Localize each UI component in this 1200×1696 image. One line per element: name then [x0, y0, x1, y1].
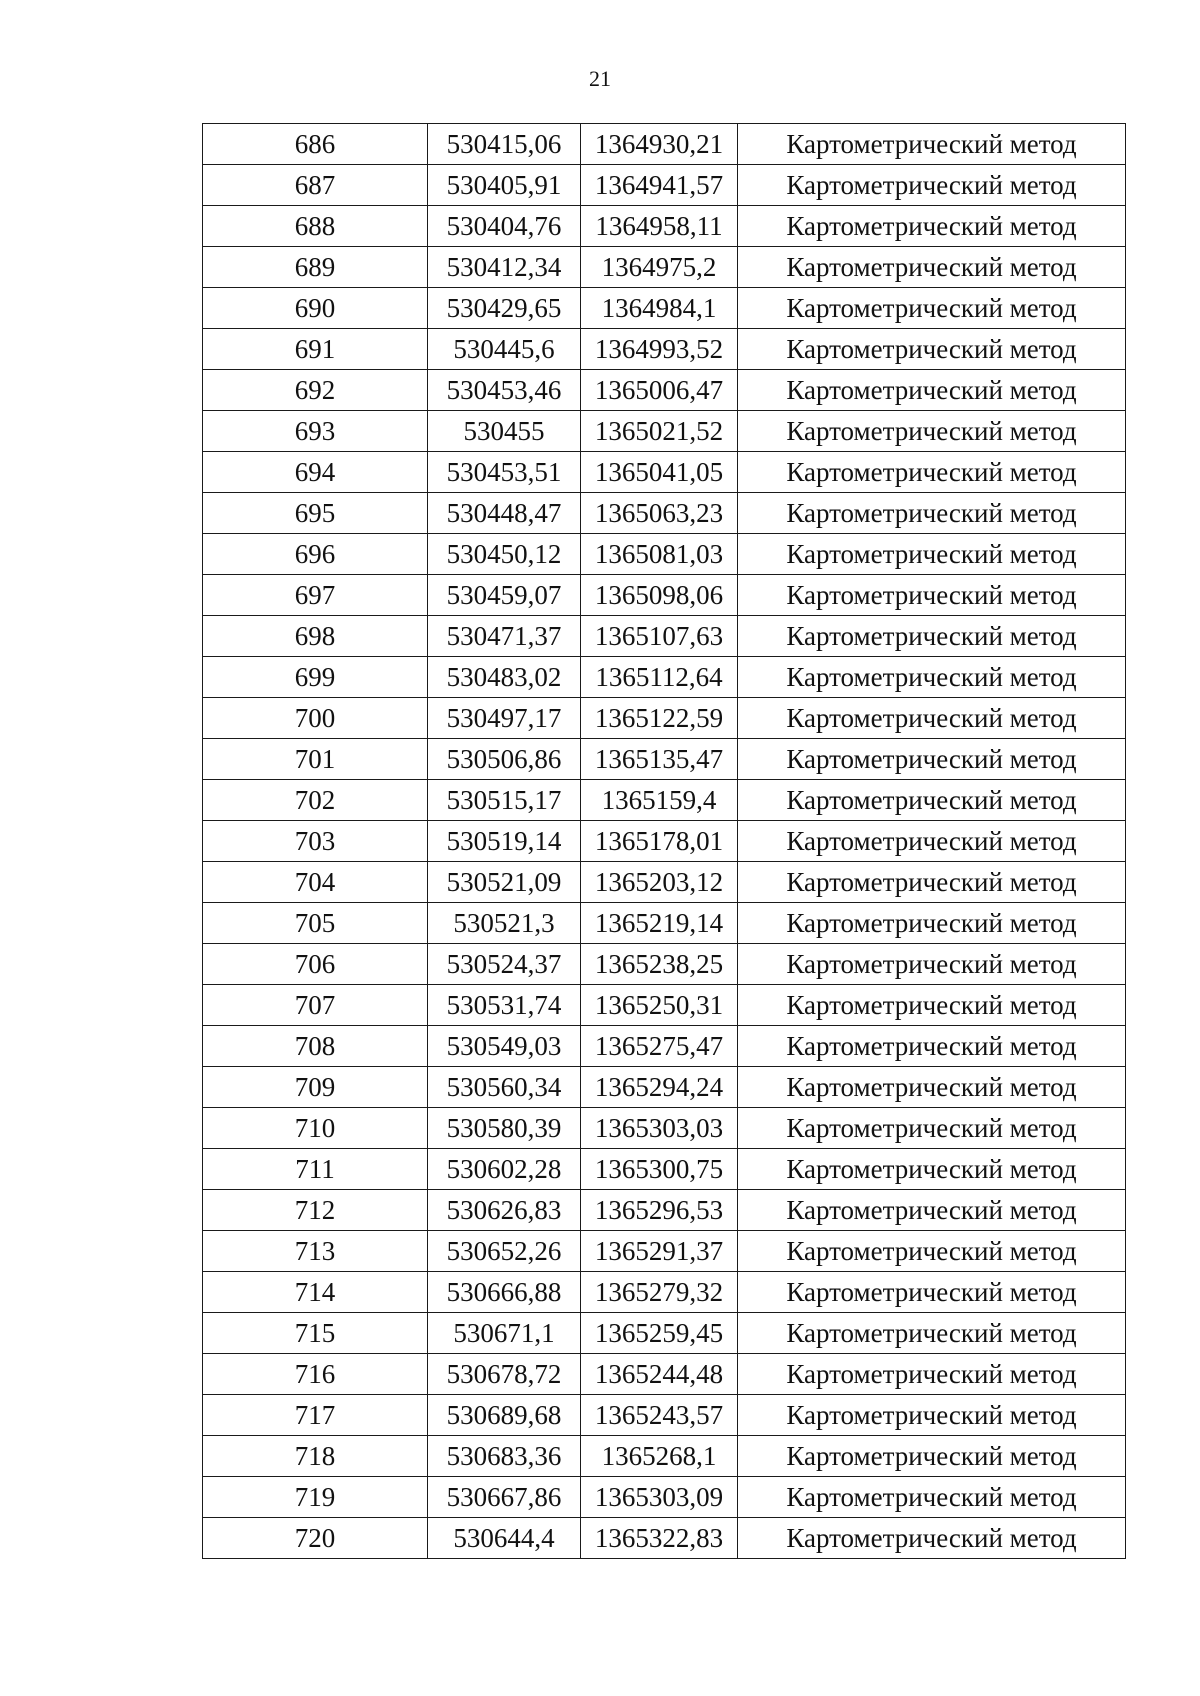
x-coordinate-cell: 530667,86 — [428, 1477, 581, 1518]
method-cell: Картометрический метод — [738, 1436, 1126, 1477]
table-row — [203, 534, 1126, 575]
x-coordinate-cell: 530450,12 — [428, 534, 581, 575]
table-row — [203, 985, 1126, 1026]
method-cell: Картометрический метод — [738, 1518, 1126, 1559]
y-coordinate-cell: 1365279,32 — [581, 1272, 738, 1313]
method-cell: Картометрический метод — [738, 247, 1126, 288]
point-number-cell: 702 — [203, 780, 428, 821]
point-number-cell: 706 — [203, 944, 428, 985]
method-cell: Картометрический метод — [738, 493, 1126, 534]
method-cell: Картометрический метод — [738, 452, 1126, 493]
point-number-cell: 701 — [203, 739, 428, 780]
table-row — [203, 1231, 1126, 1272]
method-cell: Картометрический метод — [738, 1067, 1126, 1108]
y-coordinate-cell: 1365159,4 — [581, 780, 738, 821]
x-coordinate-cell: 530483,02 — [428, 657, 581, 698]
x-coordinate-cell: 530644,4 — [428, 1518, 581, 1559]
x-coordinate-cell: 530519,14 — [428, 821, 581, 862]
table-row — [203, 1518, 1126, 1559]
point-number-cell: 695 — [203, 493, 428, 534]
point-number-cell: 720 — [203, 1518, 428, 1559]
table-row — [203, 1108, 1126, 1149]
x-coordinate-cell: 530429,65 — [428, 288, 581, 329]
method-cell: Картометрический метод — [738, 1272, 1126, 1313]
y-coordinate-cell: 1365135,47 — [581, 739, 738, 780]
table-row — [203, 616, 1126, 657]
point-number-cell: 705 — [203, 903, 428, 944]
method-cell: Картометрический метод — [738, 1395, 1126, 1436]
x-coordinate-cell: 530602,28 — [428, 1149, 581, 1190]
table-row — [203, 493, 1126, 534]
method-cell: Картометрический метод — [738, 903, 1126, 944]
point-number-cell: 690 — [203, 288, 428, 329]
y-coordinate-cell: 1365081,03 — [581, 534, 738, 575]
method-cell: Картометрический метод — [738, 657, 1126, 698]
table-row — [203, 657, 1126, 698]
table-row — [203, 575, 1126, 616]
x-coordinate-cell: 530580,39 — [428, 1108, 581, 1149]
y-coordinate-cell: 1365291,37 — [581, 1231, 738, 1272]
method-cell: Картометрический метод — [738, 1313, 1126, 1354]
method-cell: Картометрический метод — [738, 944, 1126, 985]
point-number-cell: 704 — [203, 862, 428, 903]
x-coordinate-cell: 530521,3 — [428, 903, 581, 944]
y-coordinate-cell: 1365244,48 — [581, 1354, 738, 1395]
point-number-cell: 686 — [203, 124, 428, 165]
table-row — [203, 329, 1126, 370]
point-number-cell: 699 — [203, 657, 428, 698]
x-coordinate-cell: 530652,26 — [428, 1231, 581, 1272]
y-coordinate-cell: 1364984,1 — [581, 288, 738, 329]
method-cell: Картометрический метод — [738, 411, 1126, 452]
method-cell: Картометрический метод — [738, 985, 1126, 1026]
y-coordinate-cell: 1365300,75 — [581, 1149, 738, 1190]
method-cell: Картометрический метод — [738, 698, 1126, 739]
x-coordinate-cell: 530412,34 — [428, 247, 581, 288]
point-number-cell: 691 — [203, 329, 428, 370]
y-coordinate-cell: 1364975,2 — [581, 247, 738, 288]
table-row — [203, 452, 1126, 493]
x-coordinate-cell: 530471,37 — [428, 616, 581, 657]
y-coordinate-cell: 1365296,53 — [581, 1190, 738, 1231]
table-row — [203, 903, 1126, 944]
table-row — [203, 288, 1126, 329]
point-number-cell: 718 — [203, 1436, 428, 1477]
method-cell: Картометрический метод — [738, 1354, 1126, 1395]
x-coordinate-cell: 530459,07 — [428, 575, 581, 616]
x-coordinate-cell: 530415,06 — [428, 124, 581, 165]
x-coordinate-cell: 530453,46 — [428, 370, 581, 411]
method-cell: Картометрический метод — [738, 1026, 1126, 1067]
table-row — [203, 698, 1126, 739]
point-number-cell: 719 — [203, 1477, 428, 1518]
method-cell: Картометрический метод — [738, 534, 1126, 575]
point-number-cell: 708 — [203, 1026, 428, 1067]
table-row — [203, 124, 1126, 165]
method-cell: Картометрический метод — [738, 1477, 1126, 1518]
y-coordinate-cell: 1365268,1 — [581, 1436, 738, 1477]
y-coordinate-cell: 1365322,83 — [581, 1518, 738, 1559]
x-coordinate-cell: 530689,68 — [428, 1395, 581, 1436]
y-coordinate-cell: 1365275,47 — [581, 1026, 738, 1067]
point-number-cell: 696 — [203, 534, 428, 575]
x-coordinate-cell: 530404,76 — [428, 206, 581, 247]
table-row — [203, 944, 1126, 985]
x-coordinate-cell: 530521,09 — [428, 862, 581, 903]
table-row — [203, 411, 1126, 452]
method-cell: Картометрический метод — [738, 1149, 1126, 1190]
table-row — [203, 1477, 1126, 1518]
y-coordinate-cell: 1365219,14 — [581, 903, 738, 944]
table-row — [203, 247, 1126, 288]
x-coordinate-cell: 530678,72 — [428, 1354, 581, 1395]
y-coordinate-cell: 1365250,31 — [581, 985, 738, 1026]
point-number-cell: 698 — [203, 616, 428, 657]
table-row — [203, 1313, 1126, 1354]
point-number-cell: 707 — [203, 985, 428, 1026]
method-cell: Картометрический метод — [738, 206, 1126, 247]
point-number-cell: 717 — [203, 1395, 428, 1436]
y-coordinate-cell: 1364941,57 — [581, 165, 738, 206]
method-cell: Картометрический метод — [738, 1108, 1126, 1149]
method-cell: Картометрический метод — [738, 329, 1126, 370]
table-row — [203, 821, 1126, 862]
y-coordinate-cell: 1365041,05 — [581, 452, 738, 493]
y-coordinate-cell: 1364930,21 — [581, 124, 738, 165]
coordinates-table — [202, 123, 1126, 1559]
point-number-cell: 714 — [203, 1272, 428, 1313]
y-coordinate-cell: 1365006,47 — [581, 370, 738, 411]
point-number-cell: 697 — [203, 575, 428, 616]
table-row — [203, 1026, 1126, 1067]
y-coordinate-cell: 1365203,12 — [581, 862, 738, 903]
page-number: 21 — [589, 66, 611, 91]
x-coordinate-cell: 530549,03 — [428, 1026, 581, 1067]
x-coordinate-cell: 530626,83 — [428, 1190, 581, 1231]
point-number-cell: 713 — [203, 1231, 428, 1272]
table-row — [203, 165, 1126, 206]
x-coordinate-cell: 530497,17 — [428, 698, 581, 739]
table-row — [203, 370, 1126, 411]
x-coordinate-cell: 530445,6 — [428, 329, 581, 370]
point-number-cell: 700 — [203, 698, 428, 739]
table-row — [203, 862, 1126, 903]
method-cell: Картометрический метод — [738, 780, 1126, 821]
method-cell: Картометрический метод — [738, 616, 1126, 657]
point-number-cell: 715 — [203, 1313, 428, 1354]
x-coordinate-cell: 530453,51 — [428, 452, 581, 493]
method-cell: Картометрический метод — [738, 370, 1126, 411]
x-coordinate-cell: 530683,36 — [428, 1436, 581, 1477]
table-row — [203, 1354, 1126, 1395]
point-number-cell: 692 — [203, 370, 428, 411]
point-number-cell: 693 — [203, 411, 428, 452]
method-cell: Картометрический метод — [738, 165, 1126, 206]
method-cell: Картометрический метод — [738, 124, 1126, 165]
method-cell: Картометрический метод — [738, 739, 1126, 780]
table-row — [203, 1190, 1126, 1231]
x-coordinate-cell: 530506,86 — [428, 739, 581, 780]
point-number-cell: 712 — [203, 1190, 428, 1231]
y-coordinate-cell: 1365021,52 — [581, 411, 738, 452]
x-coordinate-cell: 530671,1 — [428, 1313, 581, 1354]
table-row — [203, 206, 1126, 247]
y-coordinate-cell: 1364993,52 — [581, 329, 738, 370]
y-coordinate-cell: 1365259,45 — [581, 1313, 738, 1354]
method-cell: Картометрический метод — [738, 1231, 1126, 1272]
y-coordinate-cell: 1365112,64 — [581, 657, 738, 698]
method-cell: Картометрический метод — [738, 1190, 1126, 1231]
x-coordinate-cell: 530515,17 — [428, 780, 581, 821]
point-number-cell: 711 — [203, 1149, 428, 1190]
coordinates-table-body — [203, 124, 1126, 1559]
y-coordinate-cell: 1365238,25 — [581, 944, 738, 985]
x-coordinate-cell: 530666,88 — [428, 1272, 581, 1313]
x-coordinate-cell: 530455 — [428, 411, 581, 452]
point-number-cell: 716 — [203, 1354, 428, 1395]
x-coordinate-cell: 530560,34 — [428, 1067, 581, 1108]
point-number-cell: 688 — [203, 206, 428, 247]
y-coordinate-cell: 1365303,03 — [581, 1108, 738, 1149]
y-coordinate-cell: 1365098,06 — [581, 575, 738, 616]
table-row — [203, 780, 1126, 821]
point-number-cell: 710 — [203, 1108, 428, 1149]
y-coordinate-cell: 1365303,09 — [581, 1477, 738, 1518]
method-cell: Картометрический метод — [738, 575, 1126, 616]
method-cell: Картометрический метод — [738, 288, 1126, 329]
point-number-cell: 694 — [203, 452, 428, 493]
x-coordinate-cell: 530405,91 — [428, 165, 581, 206]
table-row — [203, 1436, 1126, 1477]
y-coordinate-cell: 1365063,23 — [581, 493, 738, 534]
method-cell: Картометрический метод — [738, 821, 1126, 862]
table-row — [203, 1067, 1126, 1108]
point-number-cell: 689 — [203, 247, 428, 288]
point-number-cell: 703 — [203, 821, 428, 862]
table-row — [203, 1395, 1126, 1436]
x-coordinate-cell: 530524,37 — [428, 944, 581, 985]
y-coordinate-cell: 1365243,57 — [581, 1395, 738, 1436]
y-coordinate-cell: 1365122,59 — [581, 698, 738, 739]
method-cell: Картометрический метод — [738, 862, 1126, 903]
table-row — [203, 739, 1126, 780]
point-number-cell: 709 — [203, 1067, 428, 1108]
y-coordinate-cell: 1365178,01 — [581, 821, 738, 862]
y-coordinate-cell: 1365294,24 — [581, 1067, 738, 1108]
point-number-cell: 687 — [203, 165, 428, 206]
x-coordinate-cell: 530448,47 — [428, 493, 581, 534]
x-coordinate-cell: 530531,74 — [428, 985, 581, 1026]
table-row — [203, 1149, 1126, 1190]
table-row — [203, 1272, 1126, 1313]
y-coordinate-cell: 1365107,63 — [581, 616, 738, 657]
y-coordinate-cell: 1364958,11 — [581, 206, 738, 247]
